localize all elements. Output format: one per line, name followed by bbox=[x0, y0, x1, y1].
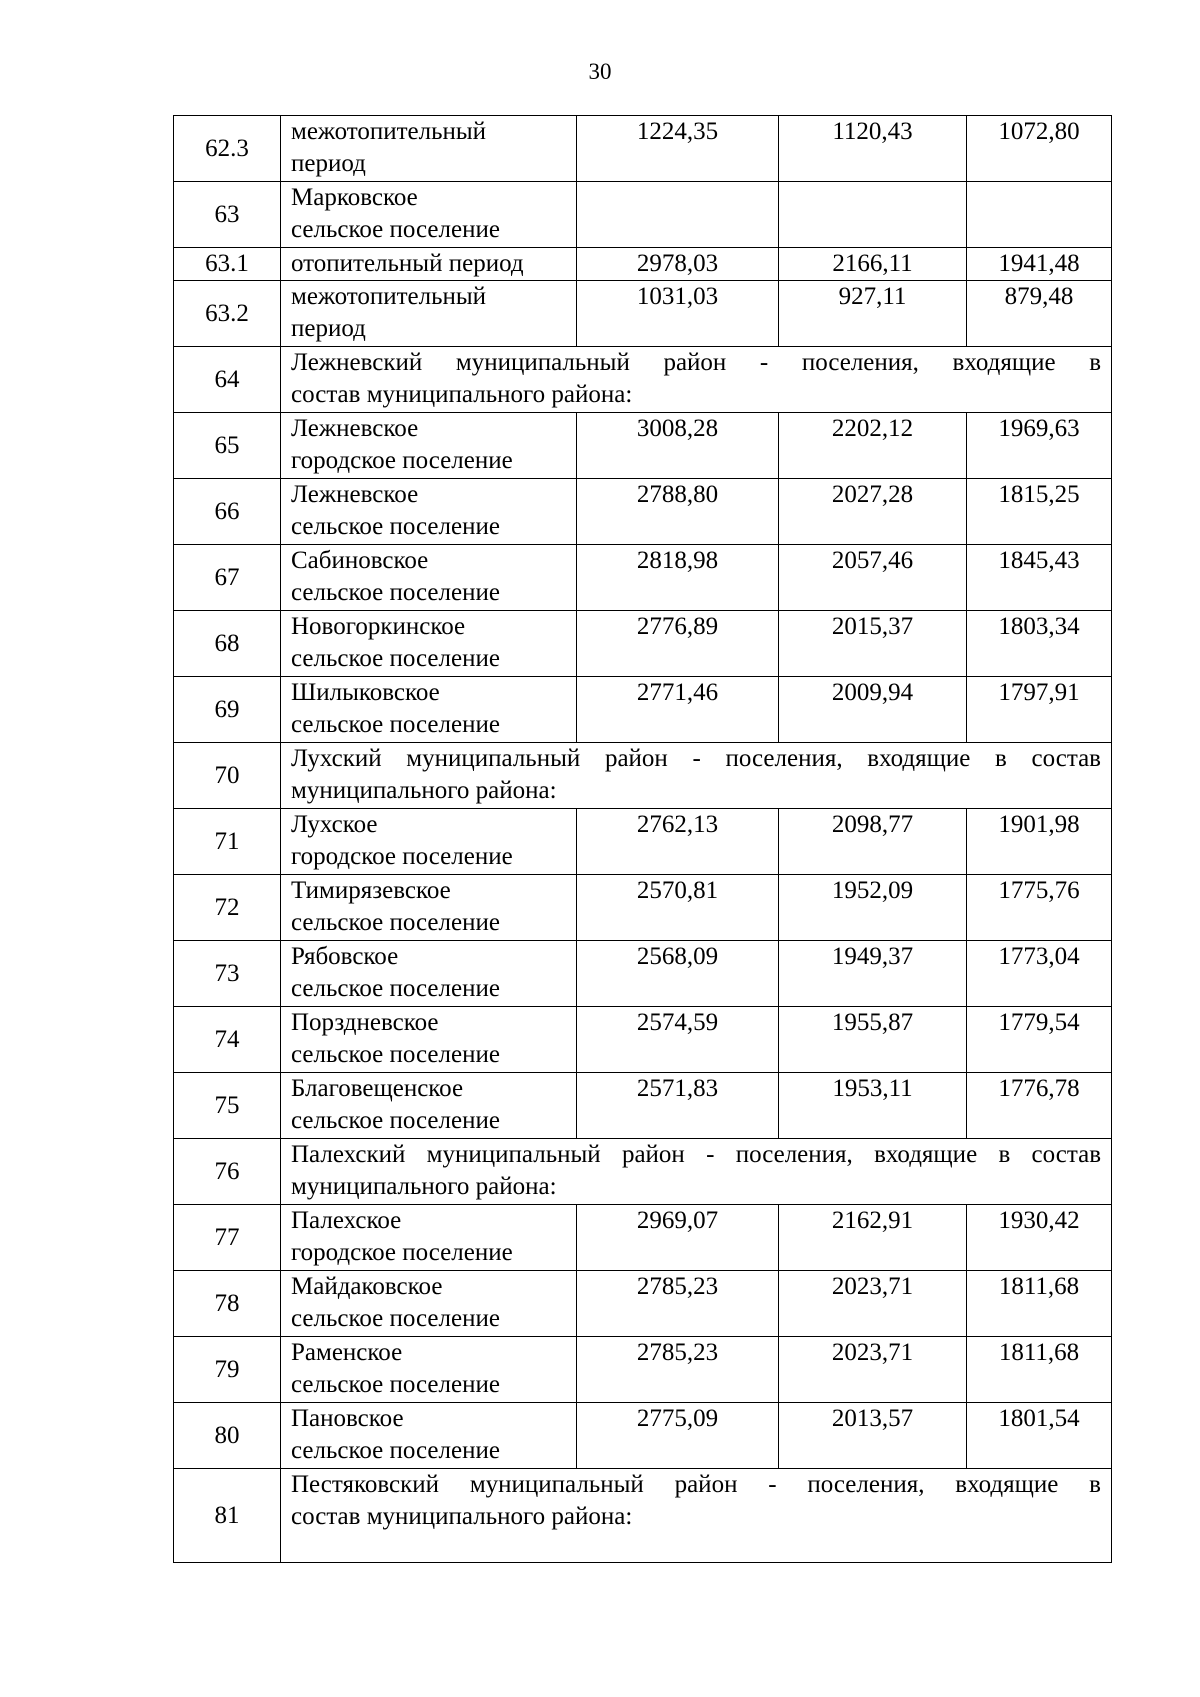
settlement-name-cell bbox=[281, 677, 577, 743]
value-cell-3: 1969,63 bbox=[967, 413, 1112, 479]
settlement-name-line: Новогоркинское bbox=[291, 613, 466, 640]
district-header-cell bbox=[281, 347, 1112, 413]
table-row bbox=[174, 875, 1112, 941]
row-number: 65 bbox=[174, 413, 281, 479]
settlement-name-line: Тимирязевское bbox=[291, 877, 451, 904]
settlement-name-line: сельское поселение bbox=[291, 975, 500, 1002]
table-body bbox=[174, 116, 1112, 1563]
district-header-line: Палехский муниципальный район - поселения, входящие в состав bbox=[291, 1141, 1101, 1168]
value-cell-2 bbox=[779, 182, 967, 248]
district-header-line: Лухский муниципальный район - поселения, входящие в состав bbox=[291, 745, 1101, 772]
settlement-name-cell bbox=[281, 875, 577, 941]
row-number: 76 bbox=[174, 1139, 281, 1205]
table-row bbox=[174, 1271, 1112, 1337]
table-row bbox=[174, 611, 1112, 677]
value-cell-1: 2771,46 bbox=[577, 677, 779, 743]
value-cell-1 bbox=[577, 182, 779, 248]
settlement-name-line: сельское поселение bbox=[291, 1305, 500, 1332]
settlement-name-line: Майдаковское bbox=[291, 1273, 443, 1300]
table-row bbox=[174, 1337, 1112, 1403]
settlement-name-line: отопительный период bbox=[291, 250, 524, 277]
row-number: 81 bbox=[174, 1469, 281, 1563]
table-row bbox=[174, 677, 1112, 743]
value-cell-2: 2098,77 bbox=[779, 809, 967, 875]
settlement-name-line: Марковское bbox=[291, 184, 418, 211]
row-number: 80 bbox=[174, 1403, 281, 1469]
value-cell-2: 1120,43 bbox=[779, 116, 967, 182]
table-row bbox=[174, 809, 1112, 875]
value-cell-3: 1801,54 bbox=[967, 1403, 1112, 1469]
table-row bbox=[174, 1205, 1112, 1271]
row-number: 63.1 bbox=[174, 248, 281, 281]
value-cell-3: 1811,68 bbox=[967, 1337, 1112, 1403]
value-cell-2: 1949,37 bbox=[779, 941, 967, 1007]
row-number: 63.2 bbox=[174, 281, 281, 347]
settlement-name-line: сельское поселение bbox=[291, 216, 500, 243]
row-number: 77 bbox=[174, 1205, 281, 1271]
value-cell-1: 2570,81 bbox=[577, 875, 779, 941]
table-row bbox=[174, 182, 1112, 248]
value-cell-1: 2762,13 bbox=[577, 809, 779, 875]
row-number: 75 bbox=[174, 1073, 281, 1139]
settlement-name-line: сельское поселение bbox=[291, 909, 500, 936]
row-number: 78 bbox=[174, 1271, 281, 1337]
district-header-line: Лежневский муниципальный район - поселения, входящие в bbox=[291, 349, 1101, 376]
value-cell-3: 1803,34 bbox=[967, 611, 1112, 677]
settlement-name-line: Лухское bbox=[291, 811, 378, 838]
settlement-name-line: Раменское bbox=[291, 1339, 403, 1366]
district-header-line: муниципального района: bbox=[291, 777, 557, 804]
value-cell-3: 1773,04 bbox=[967, 941, 1112, 1007]
value-cell-1: 2969,07 bbox=[577, 1205, 779, 1271]
value-cell-2: 2057,46 bbox=[779, 545, 967, 611]
value-cell-2: 2015,37 bbox=[779, 611, 967, 677]
value-cell-2: 2013,57 bbox=[779, 1403, 967, 1469]
value-cell-1: 2785,23 bbox=[577, 1337, 779, 1403]
value-cell-3: 1901,98 bbox=[967, 809, 1112, 875]
settlement-name-cell bbox=[281, 1337, 577, 1403]
table-row bbox=[174, 1403, 1112, 1469]
value-cell-3: 1811,68 bbox=[967, 1271, 1112, 1337]
value-cell-1: 2785,23 bbox=[577, 1271, 779, 1337]
settlement-name-line: межотопительный bbox=[291, 283, 487, 310]
settlement-name-line: Лежневское bbox=[291, 415, 419, 442]
district-header-cell bbox=[281, 1139, 1112, 1205]
settlement-name-line: Пановское bbox=[291, 1405, 404, 1432]
value-cell-1: 1224,35 bbox=[577, 116, 779, 182]
value-cell-1: 2775,09 bbox=[577, 1403, 779, 1469]
table-row bbox=[174, 1469, 1112, 1563]
district-header-cell bbox=[281, 743, 1112, 809]
settlement-name-line: Лежневское bbox=[291, 481, 419, 508]
value-cell-1: 3008,28 bbox=[577, 413, 779, 479]
table-row bbox=[174, 1007, 1112, 1073]
page-number: 30 bbox=[588, 59, 612, 84]
settlement-name-cell bbox=[281, 1073, 577, 1139]
settlement-name-line: сельское поселение bbox=[291, 1041, 500, 1068]
settlement-name-line: сельское поселение bbox=[291, 513, 500, 540]
table-row bbox=[174, 545, 1112, 611]
settlement-name-line: Порздневское bbox=[291, 1009, 439, 1036]
settlement-name-cell bbox=[281, 182, 577, 248]
settlement-name-line: период bbox=[291, 150, 366, 177]
value-cell-2: 2202,12 bbox=[779, 413, 967, 479]
settlement-name-cell bbox=[281, 1403, 577, 1469]
settlement-name-cell bbox=[281, 281, 577, 347]
settlement-name-line: городское поселение bbox=[291, 447, 513, 474]
settlement-name-cell bbox=[281, 413, 577, 479]
value-cell-2: 2023,71 bbox=[779, 1271, 967, 1337]
value-cell-1: 2788,80 bbox=[577, 479, 779, 545]
settlement-name-line: сельское поселение bbox=[291, 711, 500, 738]
table-row bbox=[174, 1139, 1112, 1205]
row-number: 74 bbox=[174, 1007, 281, 1073]
row-number: 69 bbox=[174, 677, 281, 743]
district-header-cell bbox=[281, 1469, 1112, 1563]
settlement-name-cell bbox=[281, 1271, 577, 1337]
table-row bbox=[174, 413, 1112, 479]
value-cell-3: 1776,78 bbox=[967, 1073, 1112, 1139]
row-number: 71 bbox=[174, 809, 281, 875]
value-cell-2: 2009,94 bbox=[779, 677, 967, 743]
settlement-name-cell bbox=[281, 248, 577, 281]
value-cell-1: 2568,09 bbox=[577, 941, 779, 1007]
settlement-name-cell bbox=[281, 611, 577, 677]
settlement-name-cell bbox=[281, 545, 577, 611]
value-cell-3: 1845,43 bbox=[967, 545, 1112, 611]
value-cell-3: 1797,91 bbox=[967, 677, 1112, 743]
value-cell-2: 1952,09 bbox=[779, 875, 967, 941]
district-header-line: Пестяковский муниципальный район - поселения, входящие в bbox=[291, 1471, 1101, 1498]
settlement-name-cell bbox=[281, 479, 577, 545]
row-number: 63 bbox=[174, 182, 281, 248]
row-number: 68 bbox=[174, 611, 281, 677]
value-cell-2: 1955,87 bbox=[779, 1007, 967, 1073]
row-number: 70 bbox=[174, 743, 281, 809]
value-cell-1: 2776,89 bbox=[577, 611, 779, 677]
settlement-name-cell bbox=[281, 1205, 577, 1271]
settlement-name-line: Рябовское bbox=[291, 943, 399, 970]
row-number: 67 bbox=[174, 545, 281, 611]
district-header-line: состав муниципального района: bbox=[291, 381, 633, 408]
table-row bbox=[174, 347, 1112, 413]
row-number: 62.3 bbox=[174, 116, 281, 182]
value-cell-3: 1941,48 bbox=[967, 248, 1112, 281]
value-cell-3: 1779,54 bbox=[967, 1007, 1112, 1073]
table-row bbox=[174, 1073, 1112, 1139]
settlement-name-cell bbox=[281, 1007, 577, 1073]
value-cell-3: 1775,76 bbox=[967, 875, 1112, 941]
settlement-name-line: межотопительный bbox=[291, 118, 487, 145]
settlement-name-line: сельское поселение bbox=[291, 1107, 500, 1134]
value-cell-3: 1930,42 bbox=[967, 1205, 1112, 1271]
value-cell-1: 2571,83 bbox=[577, 1073, 779, 1139]
settlement-name-line: Шилыковское bbox=[291, 679, 440, 706]
row-number: 66 bbox=[174, 479, 281, 545]
settlement-name-line: период bbox=[291, 315, 366, 342]
value-cell-2: 2023,71 bbox=[779, 1337, 967, 1403]
settlement-name-line: городское поселение bbox=[291, 1239, 513, 1266]
value-cell-3: 1815,25 bbox=[967, 479, 1112, 545]
tariff-table bbox=[173, 115, 1112, 1563]
row-number: 73 bbox=[174, 941, 281, 1007]
settlement-name-line: городское поселение bbox=[291, 843, 513, 870]
table-row bbox=[174, 116, 1112, 182]
settlement-name-cell bbox=[281, 809, 577, 875]
settlement-name-line: Сабиновское bbox=[291, 547, 429, 574]
value-cell-2: 1953,11 bbox=[779, 1073, 967, 1139]
table-row bbox=[174, 743, 1112, 809]
value-cell-1: 2574,59 bbox=[577, 1007, 779, 1073]
settlement-name-line: сельское поселение bbox=[291, 645, 500, 672]
value-cell-2: 2166,11 bbox=[779, 248, 967, 281]
settlement-name-line: Палехское bbox=[291, 1207, 402, 1234]
value-cell-3: 1072,80 bbox=[967, 116, 1112, 182]
value-cell-3: 879,48 bbox=[967, 281, 1112, 347]
settlement-name-line: сельское поселение bbox=[291, 579, 500, 606]
district-header-line: состав муниципального района: bbox=[291, 1503, 633, 1530]
table-row bbox=[174, 281, 1112, 347]
table-row bbox=[174, 941, 1112, 1007]
value-cell-2: 927,11 bbox=[779, 281, 967, 347]
settlement-name-cell bbox=[281, 116, 577, 182]
value-cell-2: 2027,28 bbox=[779, 479, 967, 545]
value-cell-2: 2162,91 bbox=[779, 1205, 967, 1271]
value-cell-1: 2978,03 bbox=[577, 248, 779, 281]
value-cell-3 bbox=[967, 182, 1112, 248]
table-row bbox=[174, 248, 1112, 281]
value-cell-1: 2818,98 bbox=[577, 545, 779, 611]
settlement-name-line: сельское поселение bbox=[291, 1437, 500, 1464]
settlement-name-line: сельское поселение bbox=[291, 1371, 500, 1398]
table-row bbox=[174, 479, 1112, 545]
row-number: 64 bbox=[174, 347, 281, 413]
value-cell-1: 1031,03 bbox=[577, 281, 779, 347]
settlement-name-line: Благовещенское bbox=[291, 1075, 464, 1102]
row-number: 79 bbox=[174, 1337, 281, 1403]
district-header-line: муниципального района: bbox=[291, 1173, 557, 1200]
row-number: 72 bbox=[174, 875, 281, 941]
settlement-name-cell bbox=[281, 941, 577, 1007]
